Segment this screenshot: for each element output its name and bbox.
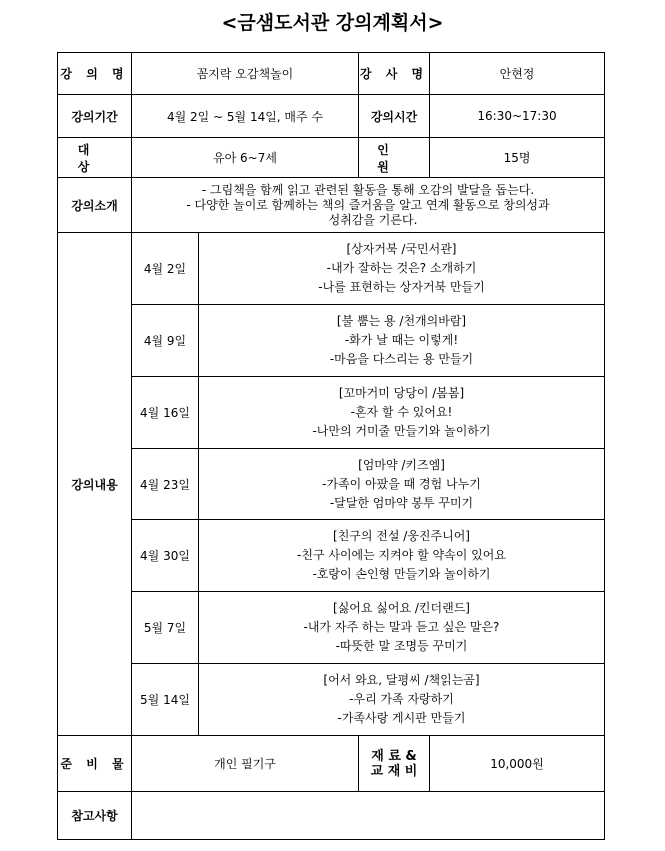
label-intro: 강의소개 [58, 178, 132, 233]
label-target: 대 상 [58, 138, 132, 178]
label-material-fee-line: 교 재 비 [370, 763, 418, 779]
session-activity: -내가 잘하는 것은? 소개하기 [326, 261, 477, 275]
session-row [58, 233, 605, 305]
value-notes [132, 792, 605, 840]
label-time: 강의시간 [359, 95, 430, 138]
label-headcount: 인 원 [359, 138, 430, 178]
label-supplies: 준 비 물 [58, 736, 132, 792]
session-row [58, 520, 605, 592]
session-date: 4월 2일 [132, 233, 199, 305]
value-material-fee: 10,000원 [430, 736, 605, 792]
label-content: 강의내용 [58, 233, 132, 736]
session-activity: -따뜻한 말 조명등 꾸미기 [335, 639, 468, 653]
value-headcount: 15명 [430, 138, 605, 178]
value-period: 4월 2일 ~ 5월 14일, 매주 수 [132, 95, 359, 138]
session-activity: -내가 자주 하는 말과 듣고 싶은 말은? [303, 620, 500, 634]
session-book: [엄마약 /키즈엠] [358, 457, 445, 472]
session-date: 4월 9일 [132, 305, 199, 377]
session-detail [199, 592, 605, 664]
session-book: [상자거북 /국민서관] [346, 242, 457, 256]
label-notes: 참고사항 [58, 792, 132, 840]
session-detail [199, 305, 605, 377]
session-activity: -나를 표현하는 상자거북 만들기 [318, 280, 485, 294]
lecture-plan-table [57, 52, 605, 840]
session-activity: -가족이 아팠을 때 경험 나누기 [322, 476, 481, 491]
row-target [58, 138, 605, 178]
row-notes [58, 792, 605, 840]
session-activity: -나만의 거미줄 만들기와 놀이하기 [312, 424, 491, 438]
session-activity: -우리 가족 자랑하기 [349, 692, 454, 706]
session-detail [199, 520, 605, 592]
value-lecture-name: 꼼지락 오감책놀이 [132, 53, 359, 95]
session-book: [꼬마거미 당당이 /봄봄] [338, 386, 465, 400]
session-row [58, 377, 605, 449]
session-book: [친구의 전설 /웅진주니어] [333, 529, 470, 543]
session-detail [199, 664, 605, 736]
session-row [58, 449, 605, 520]
label-lecture-name: 강 의 명 [58, 53, 132, 95]
session-activity: -화가 날 때는 이렇게! [344, 333, 459, 347]
session-date: 5월 7일 [132, 592, 199, 664]
row-period [58, 95, 605, 138]
document-title: <금샘도서관 강의계획서> [221, 12, 444, 34]
value-supplies: 개인 필기구 [132, 736, 359, 792]
intro-line: 성취감을 기른다. [328, 212, 418, 227]
session-activity: -마음을 다스리는 용 만들기 [329, 352, 474, 366]
session-date: 4월 23일 [132, 449, 199, 520]
intro-line: - 그림책을 함께 읽고 관련된 활동을 통해 오감의 발달을 돕는다. [201, 182, 535, 197]
session-book: [싫어요 싫어요 /킨더랜드] [333, 601, 470, 615]
session-date: 4월 30일 [132, 520, 199, 592]
session-detail [199, 233, 605, 305]
session-book: [어서 와요, 달평씨 /책읽는곰] [323, 673, 480, 687]
row-supplies [58, 736, 605, 792]
session-activity: -친구 사이에는 지켜야 할 약속이 있어요 [297, 548, 506, 562]
value-instructor: 안현정 [430, 53, 605, 95]
session-date: 5월 14일 [132, 664, 199, 736]
intro-line: - 다양한 놀이로 함께하는 책의 즐거움을 알고 연계 활동으로 창의성과 [186, 197, 550, 212]
intro-text [132, 178, 605, 233]
session-row [58, 305, 605, 377]
session-detail [199, 449, 605, 520]
session-activity: -달달한 엄마약 봉투 꾸미기 [329, 495, 474, 510]
label-period: 강의기간 [58, 95, 132, 138]
session-book: [불 뿜는 용 /천개의바람] [336, 314, 467, 328]
value-time: 16:30~17:30 [430, 95, 605, 138]
session-activity: -호랑이 손인형 만들기와 놀이하기 [312, 567, 491, 581]
session-detail [199, 377, 605, 449]
session-row [58, 664, 605, 736]
value-target: 유아 6~7세 [132, 138, 359, 178]
session-row [58, 592, 605, 664]
row-intro [58, 178, 605, 233]
label-material-fee-line: 재 료 & [371, 748, 417, 764]
row-lecture-name [58, 53, 605, 95]
label-instructor: 강 사 명 [359, 53, 430, 95]
session-activity: -혼자 할 수 있어요! [350, 405, 453, 419]
label-material-fee [359, 736, 430, 792]
session-date: 4월 16일 [132, 377, 199, 449]
session-activity: -가족사랑 게시판 만들기 [337, 711, 466, 725]
